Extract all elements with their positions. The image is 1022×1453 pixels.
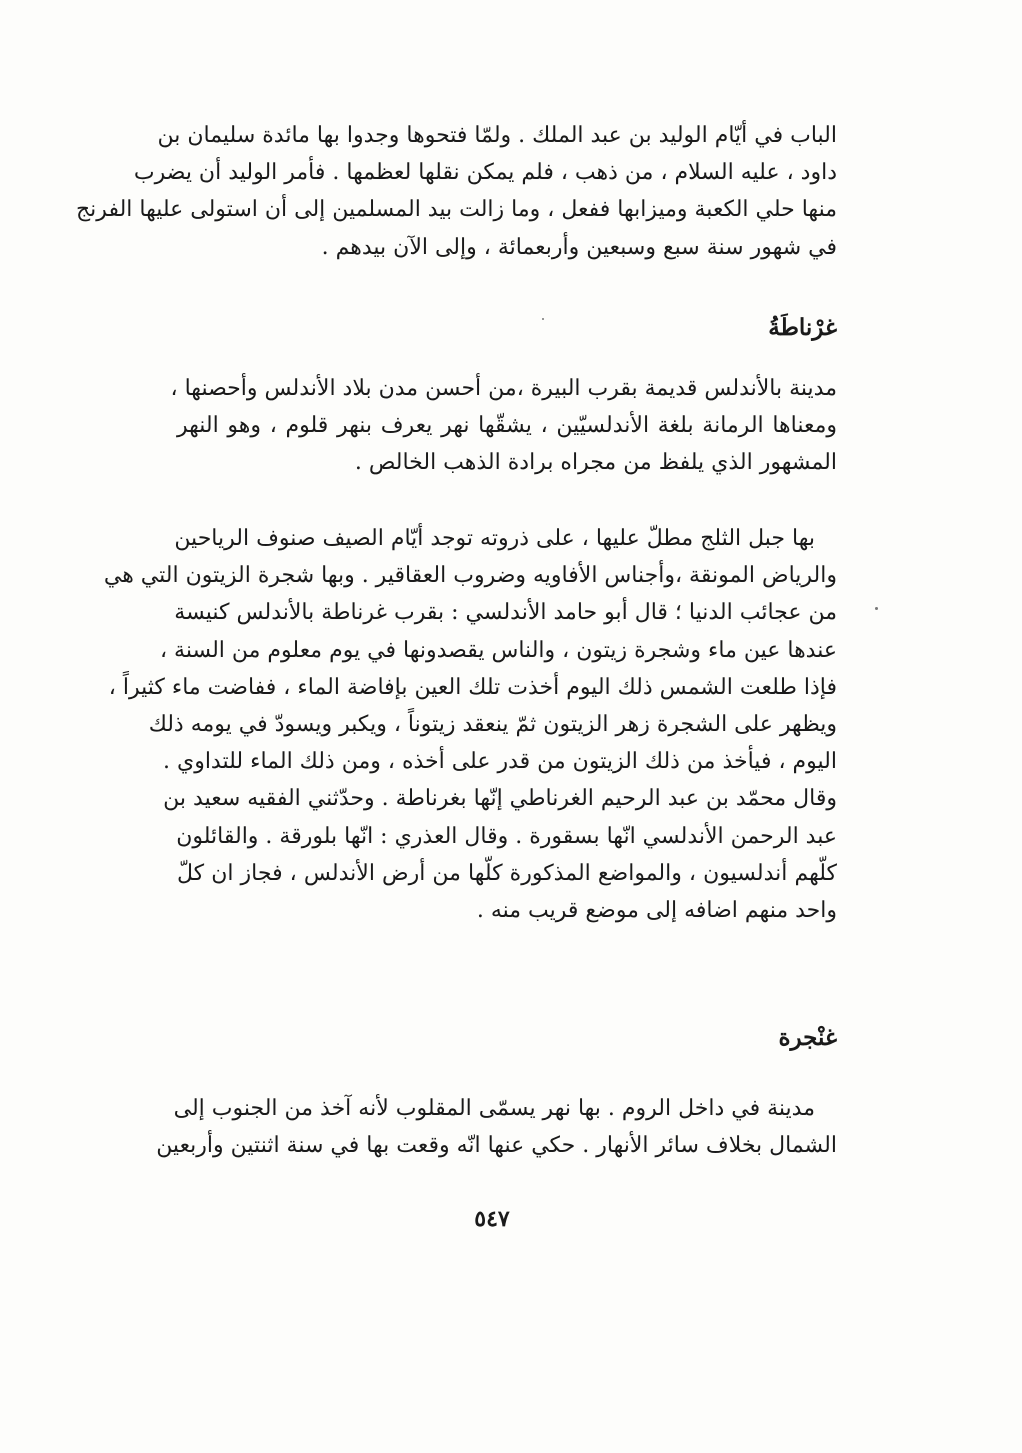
text-line: من عجائب الدنيا ؛ قال أبو حامد الأندلسي : بقرب غرناطة بالأندلس كنيسة [174, 600, 837, 626]
text-line: في شهور سنة سبع وسبعين وأربعمائة ، وإلى الآن بيدهم . [321, 234, 837, 260]
text-line: اليوم ، فيأخذ من ذلك الزيتون من قدر على أخذه ، ومن ذلك الماء للتداوي . [162, 749, 837, 775]
text-line: ومعناها الرمانة بلغة الأندلسيّين ، يشقّها نهر يعرف بنهر قلوم ، وهو النهر [177, 413, 837, 439]
text-line: وقال محمّد بن عبد الرحيم الغرناطي إنّها بغرناطة . وحدّثني الفقيه سعيد بن [163, 786, 837, 812]
text-line: ويظهر على الشجرة زهر الزيتون ثمّ ينعقد زيتوناً ، ويكبر ويسودّ في يومه ذلك [148, 711, 837, 737]
page-number: ٥٤٧ [474, 1206, 510, 1232]
text-line: داود ، عليه السلام ، من ذهب ، فلم يمكن نقلها لعظمها . فأمر الوليد أن يضرب [133, 160, 837, 186]
text-line: فإذا طلعت الشمس ذلك اليوم أخذت تلك العين بإفاضة الماء ، ففاضت ماء كثيراً ، [108, 674, 837, 700]
scan-speck [542, 318, 544, 320]
continuation-paragraph [75, 117, 837, 266]
entry-heading-ghanjara: غنْجرة [778, 1024, 837, 1051]
text-line: الشمال بخلاف سائر الأنهار . حكي عنها انّه وقعت بها في سنة اثنتين وأربعين [156, 1133, 837, 1159]
text-line: مدينة بالأندلس قديمة بقرب البيرة ،من أحسن مدن بلاد الأندلس وأحصنها ، [170, 376, 837, 401]
text-line: المشهور الذي يلفظ من مجراه برادة الذهب الخالص . [354, 450, 837, 476]
text-line: واحد منهم اضافه إلى موضع قريب منه . [476, 897, 837, 923]
text-line: كلّهم أندلسيون ، والمواضع المذكورة كلّها من أرض الأندلس ، فجاز ان كلّ [177, 860, 837, 886]
text-line: منها حلي الكعبة وميزابها ففعل ، وما زالت بيد المسلمين إلى أن استولى عليها الفرنج [75, 197, 837, 223]
text-line: مدينة في داخل الروم . بها نهر يسمّى المقلوب لأنه آخذ من الجنوب إلى [173, 1096, 815, 1121]
granada-paragraph-2 [103, 520, 837, 929]
entry-heading-granada: غرْناطَةُ [768, 314, 837, 341]
ghanjara-paragraph [156, 1090, 837, 1164]
text-line: الباب في أيّام الوليد بن عبد الملك . ولمّا فتحوها وجدوا بها مائدة سليمان بن [157, 123, 837, 148]
text-line: والرياض المونقة ،وأجناس الأفاويه وضروب العقاقير . وبها شجرة الزيتون التي هي [103, 563, 837, 589]
text-line: عبد الرحمن الأندلسي انّها بسقورة . وقال العذري : انّها بلورقة . والقائلون [176, 823, 837, 849]
text-line: عندها عين ماء وشجرة زيتون ، والناس يقصدونها في يوم معلوم من السنة ، [159, 637, 837, 663]
granada-paragraph-1 [170, 370, 837, 482]
scan-speck [875, 607, 878, 610]
text-line: بها جبل الثلج مطلّ عليها ، على ذروته توجد أيّام الصيف صنوف الرياحين [174, 526, 815, 551]
